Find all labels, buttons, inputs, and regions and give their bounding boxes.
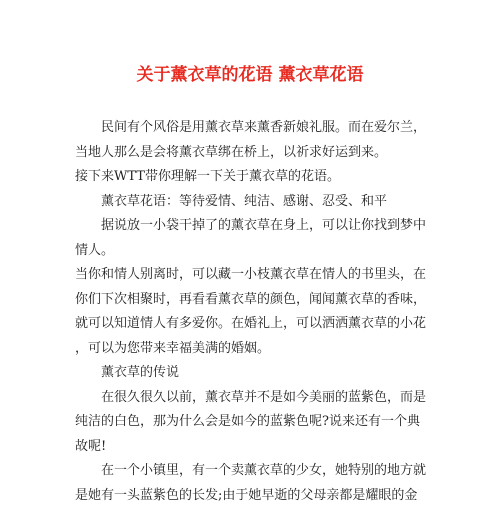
- text-line: 接下来WTT带你理解一下关于薰衣草的花语。: [75, 169, 340, 184]
- text-line: 情人。: [75, 242, 115, 258]
- document-body: [75, 116, 435, 508]
- text-line: 当地人那么是会将薰衣草绑在桥上，以祈求好运到来。: [75, 144, 388, 160]
- text-line: 纯洁的白色，那为什么会是如今的蓝紫色呢?说来还有一个典: [75, 414, 420, 429]
- text-line: 在很久很久以前，薰衣草并不是如今美丽的蓝紫色，而是: [101, 389, 427, 405]
- text-line: 当你和情人别离时，可以藏一小枝薰衣草在情人的书里头，在: [75, 267, 427, 282]
- text-line: 就可以知道情人有多爱你。在婚礼上，可以洒洒薰衣草的小花: [75, 316, 427, 331]
- document-title: 关于薰衣草的花语 薰衣草花语: [136, 65, 364, 85]
- text-line: 薰衣草的传说: [101, 365, 180, 380]
- text-line: 民间有个风俗是用薰衣草来薰香新娘礼服。而在爱尔兰，: [101, 120, 427, 135]
- text-line: 故呢!: [75, 438, 107, 454]
- text-line: 据说放一小袋干掉了的薰衣草在身上，可以让你找到梦中: [101, 218, 427, 233]
- text-line: 薰衣草花语：等待爱情、纯洁、感谢、忍受、和平: [101, 193, 388, 209]
- text-line: 在一个小镇里，有一个卖薰衣草的少女，她特别的地方就: [101, 463, 427, 478]
- text-line: 你们下次相聚时，再看看薰衣草的颜色，闻闻薰衣草的香味，: [75, 291, 427, 307]
- text-line: ，可以为您带来幸福美满的婚姻。: [75, 340, 271, 356]
- text-line: 是她有一头蓝紫色的长发;由于她早逝的父母亲都是耀眼的金: [75, 487, 418, 503]
